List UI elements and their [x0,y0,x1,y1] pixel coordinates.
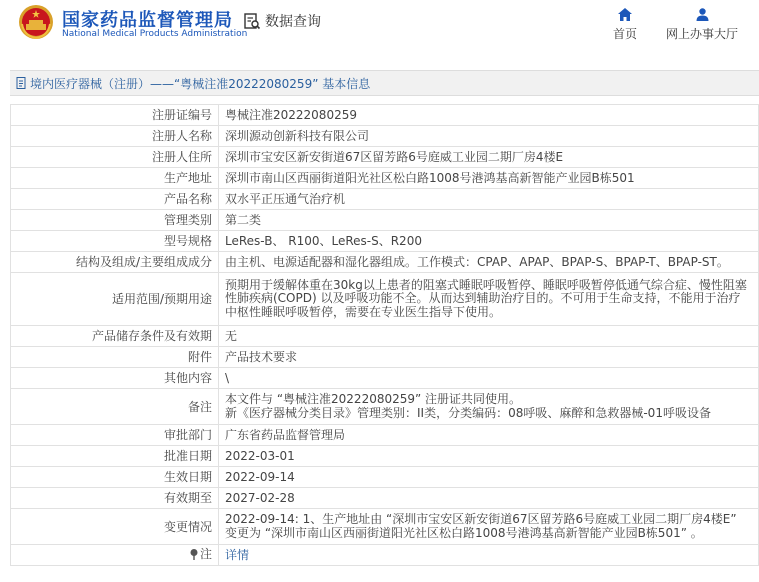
row-value: \ [219,368,759,389]
nav-online-office[interactable] [660,8,744,42]
table-row [11,425,759,446]
row-value: 产品技术要求 [219,347,759,368]
row-label: 变更情况 [11,509,219,545]
row-value [219,545,759,566]
row-value: 2022-09-14: 1、生产地址由 “深圳市宝安区新安街道67区留芳路6号庭威工业园二期厂房4楼E” 变更为 “深圳市南山区西丽街道阳光社区松白路1008号港鸿基高新智能产业园B栋501” 。 [219,509,759,545]
row-value: 第二类 [219,210,759,231]
table-row [11,446,759,467]
table-row [11,168,759,189]
site-name-cn[interactable]: 国家药品监督管理局 [62,10,233,31]
row-label: 其他内容 [11,368,219,389]
row-value: 2022-03-01 [219,446,759,467]
row-label: 管理类别 [11,210,219,231]
nav-home[interactable] [608,8,642,42]
remark-line-2: 新《医疗器械分类目录》管理类别：II类，分类编码：08呼吸、麻醉和急救器械-01呼吸设备 [225,405,711,420]
row-value: 2027-02-28 [219,488,759,509]
user-icon [696,8,709,21]
table-row [11,326,759,347]
row-label: 批准日期 [11,446,219,467]
row-value: 2022-09-14 [219,467,759,488]
record-title-bar [10,70,759,96]
table-row [11,126,759,147]
row-value: 深圳源动创新科技有限公司 [219,126,759,147]
row-label: 审批部门 [11,425,219,446]
row-label: 生产地址 [11,168,219,189]
nav-office-label: 网上办事大厅 [665,27,738,41]
table-row [11,231,759,252]
document-icon [16,77,27,89]
row-value: 双水平正压通气治疗机 [219,189,759,210]
row-label: 附件 [11,347,219,368]
table-row [11,389,759,425]
row-value: 由主机、电源适配器和湿化器组成。工作模式：CPAP、APAP、BPAP-S、BPAP-T、BPAP-ST。 [219,252,759,273]
table-row [11,488,759,509]
row-value: 深圳市南山区西丽街道阳光社区松白路1008号港鸿基高新智能产业园B栋501 [219,168,759,189]
remark-line-1: 本文件与 “粤械注准20222080259” 注册证共同使用。 [225,392,522,406]
table-row [11,147,759,168]
national-emblem-icon [18,4,54,40]
table-row [11,105,759,126]
row-value: 预期用于缓解体重在30kg以上患者的阻塞式睡眠呼吸暂停、睡眠呼吸暂停低通气综合症、慢性阻塞性肺疾病(COPD) 以及呼吸功能不全。从而达到辅助治疗目的。不可用于生命支持，不能用于治疗中枢性睡眠呼吸暂停，需要在专业医生指导下使用。 [219,273,759,326]
home-icon [618,8,632,21]
row-label: 注册证编号 [11,105,219,126]
row-label: 注册人名称 [11,126,219,147]
row-value [219,389,759,425]
data-query-link[interactable] [243,10,321,32]
nav-home-label: 首页 [612,27,637,41]
row-value: 粤械注准20222080259 [219,105,759,126]
table-row [11,467,759,488]
row-label: 产品储存条件及有效期 [11,326,219,347]
row-label: 备注 [11,389,219,425]
row-label: 型号规格 [11,231,219,252]
table-row [11,509,759,545]
data-search-icon [243,12,261,30]
row-label: 有效期至 [11,488,219,509]
record-title: 境内医疗器械（注册）——“粤械注准20222080259” 基本信息 [30,76,371,91]
detail-link[interactable]: 详情 [225,548,250,562]
table-row [11,545,759,566]
row-label: 注册人住所 [11,147,219,168]
registration-info-table [10,104,759,566]
row-label: 适用范围/预期用途 [11,273,219,326]
data-query-label: 数据查询 [265,14,321,30]
row-label [11,545,219,566]
site-header [0,0,759,58]
table-row [11,347,759,368]
table-row [11,368,759,389]
site-name-en[interactable]: National Medical Products Administration [62,29,248,39]
row-value: 深圳市宝安区新安街道67区留芳路6号庭威工业园二期厂房4楼E [219,147,759,168]
pin-icon [189,548,199,560]
table-row [11,210,759,231]
note-label-text: 注 [199,547,212,561]
table-row [11,189,759,210]
row-value: 无 [219,326,759,347]
row-label: 产品名称 [11,189,219,210]
row-label: 生效日期 [11,467,219,488]
row-value: 广东省药品监督管理局 [219,425,759,446]
table-row [11,252,759,273]
table-row [11,273,759,326]
row-label: 结构及组成/主要组成成分 [11,252,219,273]
row-value: LeRes-B、 R100、LeRes-S、R200 [219,231,759,252]
